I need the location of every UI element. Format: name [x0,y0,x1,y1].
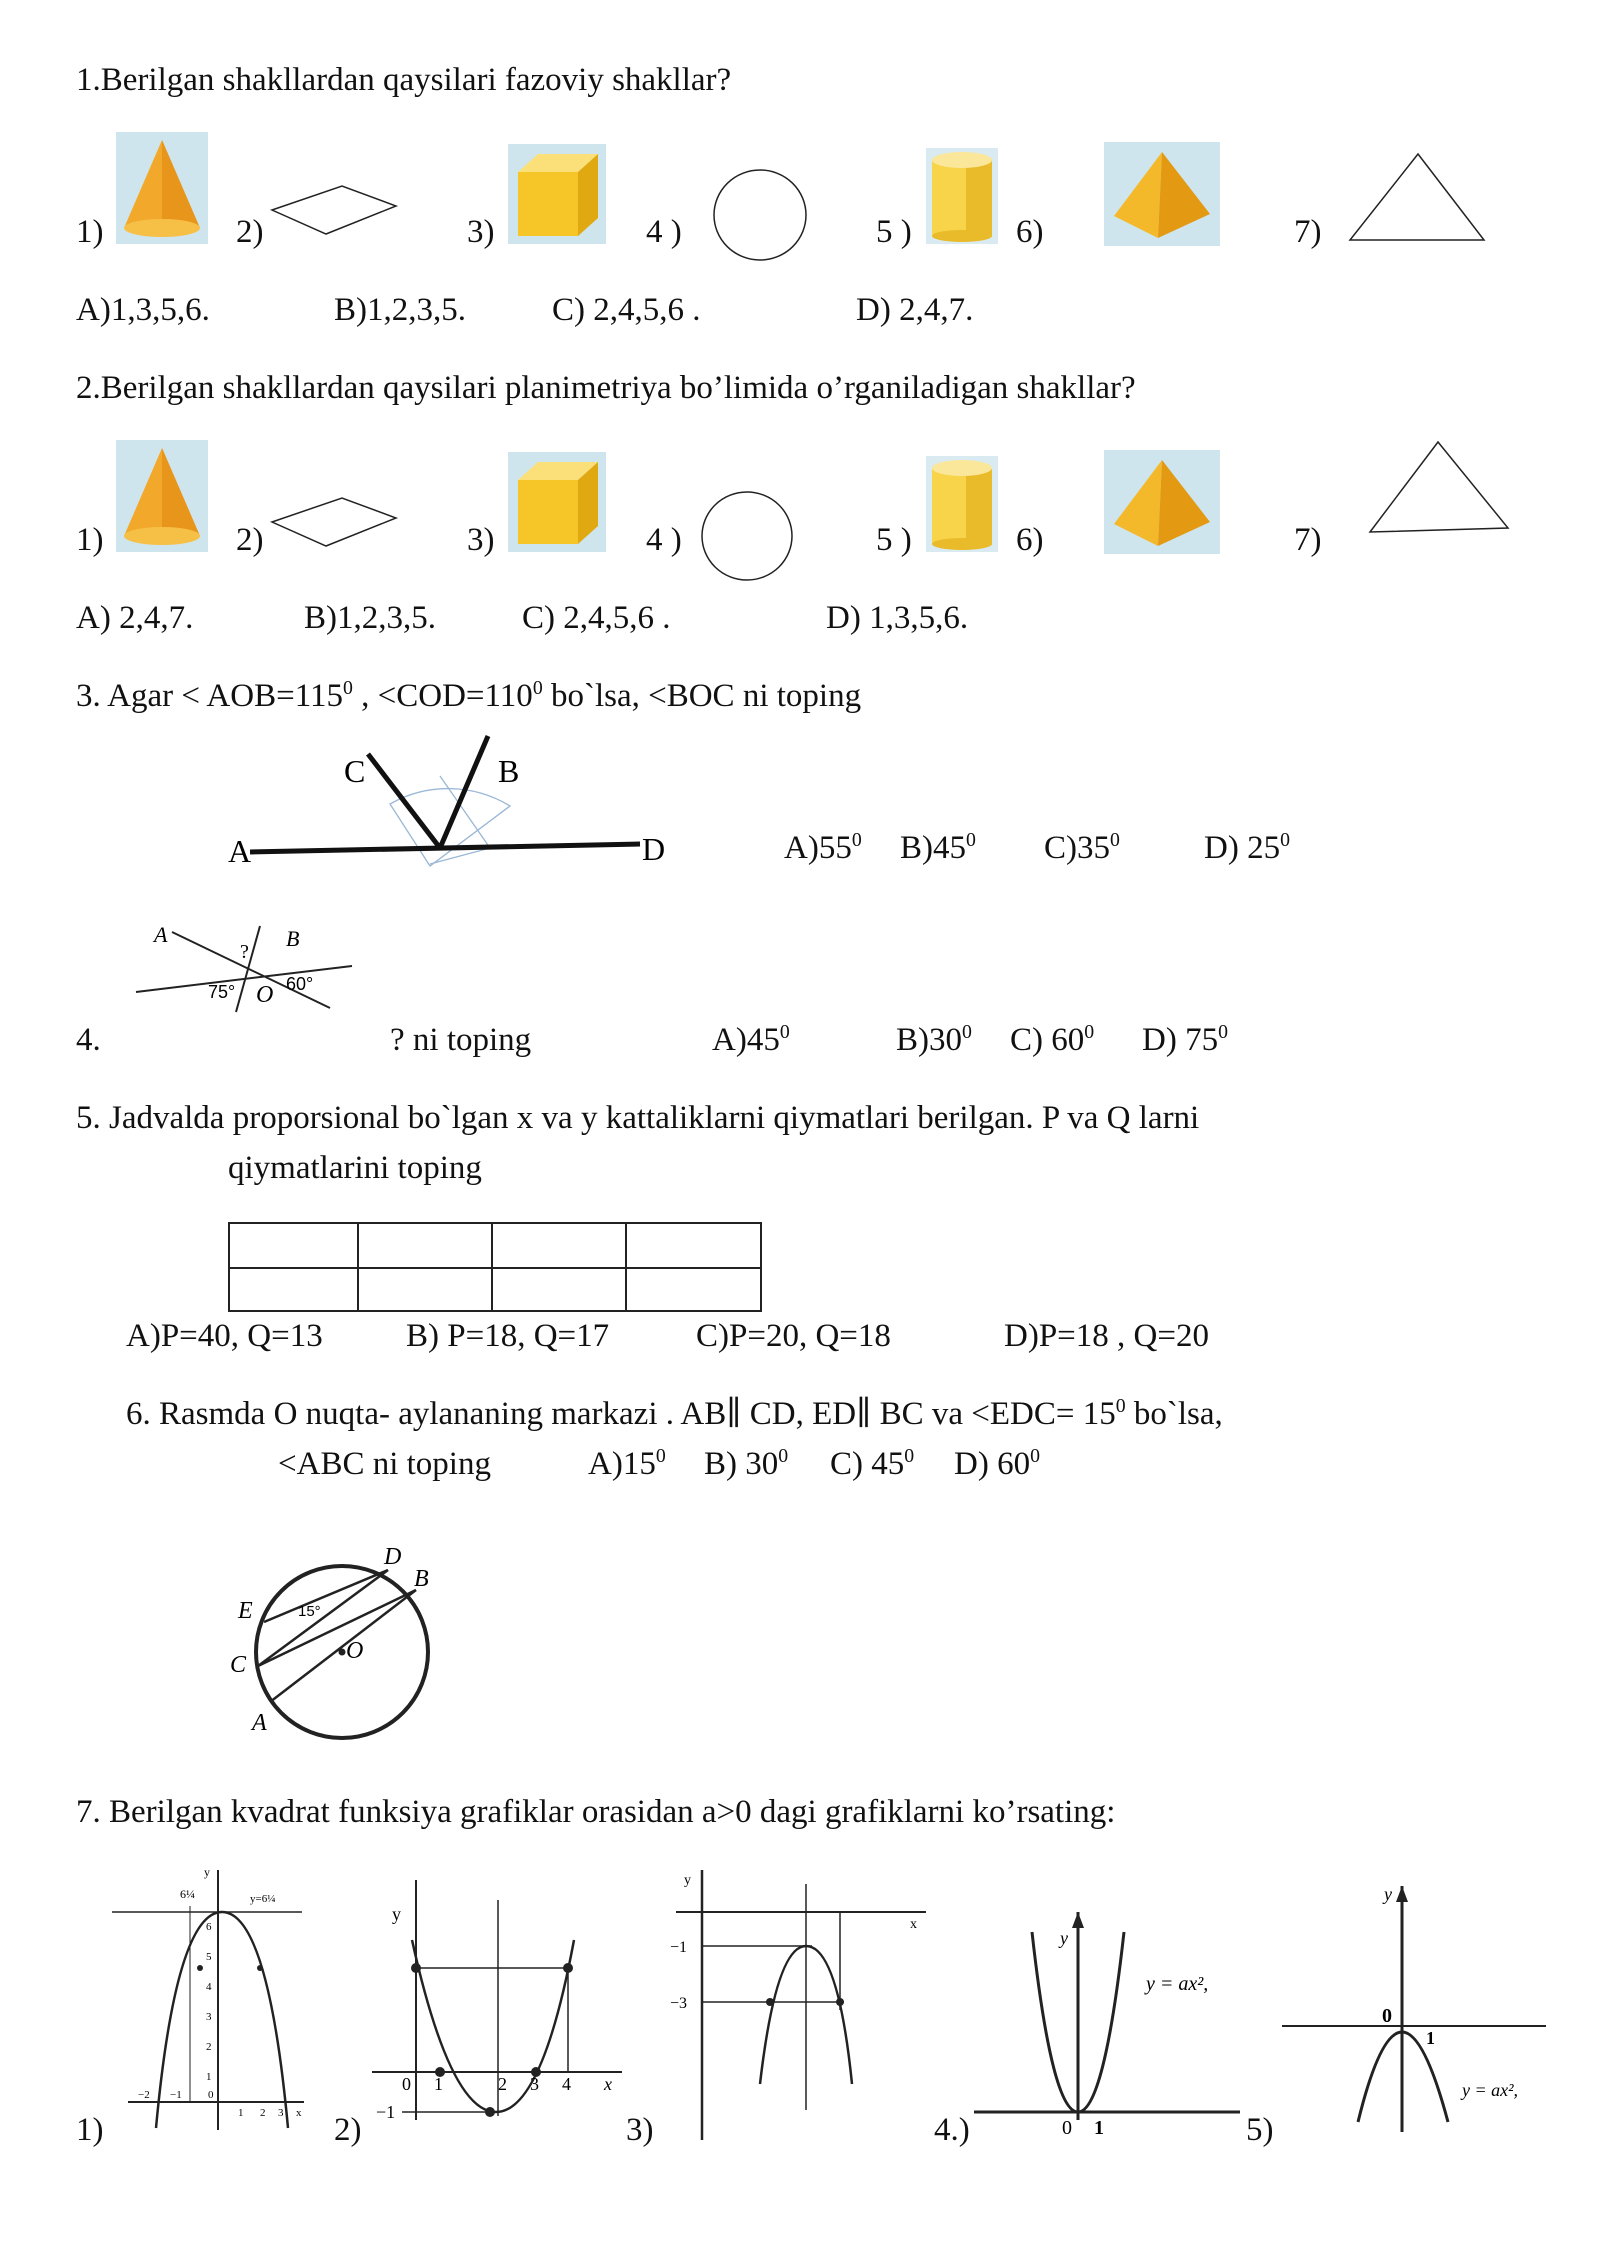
svg-text:C: C [230,1652,247,1678]
svg-text:75°: 75° [208,982,236,1002]
svg-text:1: 1 [238,2107,244,2119]
svg-text:y: y [1060,1928,1068,1948]
q2-label-5: 5 ) [876,522,912,558]
svg-text:3: 3 [206,2011,212,2023]
q3-angle-figure [230,736,700,896]
q2-label-6: 6) [1016,522,1044,558]
pyramid-icon [1104,450,1220,554]
svg-text:−1: −1 [170,2089,182,2101]
q5-question-line2: qiymatlarini toping [228,1150,482,1186]
q2-label-4: 4 ) [646,522,682,558]
svg-text:6¼: 6¼ [180,1887,195,1901]
svg-text:B: B [414,1566,429,1592]
label-b: B [498,753,520,789]
q1-label-4: 4 ) [646,214,682,250]
q7-label-2: 2) [334,2112,362,2148]
q3-answer-b: $B)45^0$ [900,829,976,866]
q2-answer-d: D) 1,3,5,6. [826,600,969,636]
q2-label-7: 7) [1294,522,1322,558]
q4-question: ? ni toping [390,1022,532,1058]
svg-text:2: 2 [260,2107,266,2119]
svg-text:A: A [154,922,168,947]
q2-question: 2.Berilgan shakllardan qaysilari planimetriya bo’limida o’rganiladigan shakllar? [76,370,1136,406]
q1-question: 1.Berilgan shakllardan qaysilari fazoviy shakllar? [76,62,732,98]
q5-answer-c: C)P=20, Q=18 [696,1318,891,1354]
q1-label-1: 1) [76,214,104,250]
svg-text:y: y [1384,1884,1392,1904]
q2-answer-a: A) 2,4,7. [76,600,194,636]
q6-answer-b: B) $30^0$ [704,1445,789,1482]
svg-text:O: O [346,1638,364,1664]
q7-graph-5 [1282,1886,1546,2136]
svg-text:x: x [910,1917,917,1932]
label-d: D [642,831,666,867]
q7-label-1: 1) [76,2112,104,2148]
svg-text:4: 4 [562,2074,571,2094]
svg-text:x: x [296,2107,302,2119]
q7-label-3: 3) [626,2112,654,2148]
label-a: A [228,833,252,869]
svg-text:5: 5 [206,1951,212,1963]
q1-label-7: 7) [1294,214,1322,250]
svg-text:1: 1 [434,2074,443,2094]
q4-answer-d: D) $75^0$ [1142,1021,1228,1058]
q1-label-5: 5 ) [876,214,912,250]
q4-answer-b: $B)30^0$ [896,1021,972,1058]
svg-text:4: 4 [206,1981,212,1993]
q1-answer-b: B)1,2,3,5. [334,292,466,328]
q7-graph-3 [666,1870,926,2140]
q5-answer-a: A)P=40, Q=13 [126,1318,323,1354]
q7-label-4: 4.) [934,2112,970,2148]
svg-text:E: E [238,1598,253,1624]
q1-answer-a: A)1,3,5,6. [76,292,210,328]
svg-text:?: ? [240,941,249,963]
svg-text:O: O [256,982,274,1008]
q3-answer-a: $A)55^0$ [784,829,862,866]
q7-graph-1 [108,1866,304,2132]
svg-text:15°: 15° [298,1603,321,1620]
q5-question-line1: 5. Jadvalda proporsional bo`lgan x va y kattaliklarni qiymatlari berilgan. P va Q larni [76,1100,1200,1136]
q1-label-6: 6) [1016,214,1044,250]
svg-text:y = ax²,: y = ax², [1462,2080,1519,2100]
circle-icon [700,490,796,582]
q2-label-2: 2) [236,522,264,558]
circle-icon [712,168,810,262]
cylinder-icon [926,456,998,552]
svg-text:D: D [384,1544,402,1570]
svg-text:0: 0 [1062,2117,1072,2139]
svg-text:0: 0 [208,2089,214,2101]
svg-text:1: 1 [1094,2117,1104,2139]
cone-icon [116,440,208,552]
svg-text:y: y [204,1865,210,1879]
svg-text:0: 0 [402,2074,411,2094]
svg-text:1: 1 [1426,2028,1435,2048]
q6-answer-a: $A)15^0$ [588,1445,666,1482]
svg-text:A: A [252,1710,267,1736]
cone-icon [116,132,208,244]
cube-icon [508,452,606,552]
q4-number: 4. [76,1022,101,1058]
triangle-icon [1366,438,1512,536]
q1-label-3: 3) [467,214,495,250]
svg-text:−2: −2 [138,2089,150,2101]
q7-question: 7. Berilgan kvadrat funksiya grafiklar orasidan a>0 dagi grafiklarni ko’rsating: [76,1794,1116,1830]
triangle-icon [1346,150,1488,244]
svg-text:0: 0 [1382,2005,1392,2027]
q1-answer-c: C) 2,4,5,6 . [552,292,701,328]
q7-graph-4 [974,1912,1240,2139]
svg-text:2: 2 [498,2074,507,2094]
svg-text:2: 2 [206,2041,212,2053]
q1-answer-d: D) 2,4,7. [856,292,974,328]
q6-circle-figure [226,1544,446,1740]
q2-label-3: 3) [467,522,495,558]
q6-answer-c: C) $45^0$ [830,1445,915,1482]
svg-text:y=6¼: y=6¼ [250,1893,276,1905]
q4-answer-a: $A)45^0$ [712,1021,790,1058]
q6-question-line2: <ABC ni toping [278,1446,491,1482]
svg-text:x: x [604,2074,612,2094]
svg-text:−1: −1 [670,1939,688,1956]
svg-text:B: B [286,926,300,951]
q5-answer-b: B) P=18, Q=17 [406,1318,610,1354]
svg-text:60°: 60° [286,974,314,994]
q3-question: 3. Agar < $AOB=115^0$ , $<COD=110^0$ bo`lsa, <BOC ni toping [76,677,862,714]
cube-icon [508,144,606,244]
q2-answer-b: B)1,2,3,5. [304,600,436,636]
q6-question-line1: 6. Rasmda O nuqta- aylananing markazi . AB∥ CD, ED∥ BC va $<EDC= 15^0$ bo`lsa, [126,1395,1223,1432]
svg-text:−3: −3 [670,1995,688,2012]
q3-answer-d: D) $25^0$ [1204,829,1290,866]
svg-text:y: y [392,1904,401,1924]
svg-text:−1: −1 [376,2102,396,2122]
rhombus-icon [268,494,400,550]
q5-answer-d: D)P=18 , Q=20 [1004,1318,1209,1354]
svg-text:1: 1 [206,2071,212,2083]
q2-answer-c: C) 2,4,5,6 . [522,600,671,636]
svg-text:y: y [684,1873,691,1888]
cylinder-icon [926,148,998,244]
q7-graph-2 [372,1880,622,2120]
q4-answer-c: C) $60^0$ [1010,1021,1095,1058]
svg-text:3: 3 [530,2074,539,2094]
svg-text:6: 6 [206,1921,212,1933]
q1-label-2: 2) [236,214,264,250]
q4-angle-figure [130,920,360,1020]
q2-label-1: 1) [76,522,104,558]
q5-table [228,1222,762,1314]
q6-answer-d: D) $60^0$ [954,1445,1040,1482]
pyramid-icon [1104,142,1220,246]
rhombus-icon [268,182,400,238]
q7-label-5: 5) [1246,2112,1274,2148]
q3-answer-c: $C)35^0$ [1044,829,1120,866]
svg-text:3: 3 [278,2107,284,2119]
label-c: C [344,753,366,789]
svg-text:y = ax²,: y = ax², [1146,1973,1209,1995]
